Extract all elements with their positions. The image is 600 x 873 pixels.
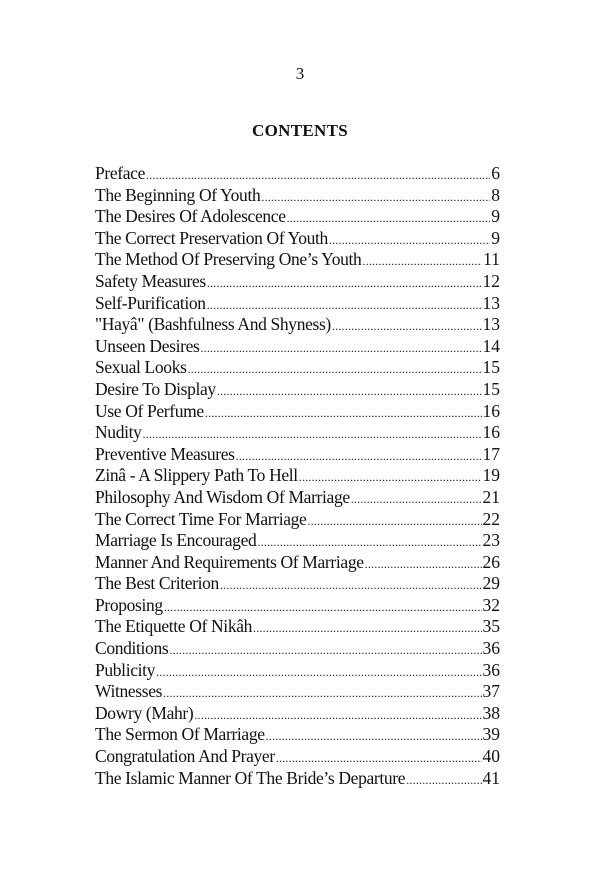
toc-dot-leader: [188, 359, 482, 379]
toc-entry: [95, 465, 500, 487]
toc-dot-leader: [287, 208, 491, 228]
toc-dot-leader: [205, 403, 482, 423]
toc-entry-title: Preventive Measures: [95, 443, 235, 464]
toc-entry-title: The Sermon Of Marriage: [95, 724, 265, 745]
toc-dot-leader: [329, 230, 490, 250]
toc-entry-title: Manner And Requirements Of Marriage: [95, 551, 364, 572]
toc-dot-leader: [207, 273, 482, 293]
toc-entry-page: 8: [491, 184, 500, 205]
toc-entry: [95, 185, 500, 207]
toc-entry-title: Desire To Display: [95, 378, 216, 399]
toc-entry: [95, 616, 500, 638]
toc-entry-title: Self-Purification: [95, 292, 206, 313]
toc-entry: [95, 487, 500, 509]
toc-entry-title: The Etiquette Of Nikâh: [95, 616, 253, 637]
toc-entry: [95, 357, 500, 379]
toc-entry-page: 9: [491, 206, 500, 227]
toc-entry: [95, 422, 500, 444]
toc-entry-title: Publicity: [95, 659, 156, 680]
toc-entry-page: 11: [483, 249, 500, 270]
toc-entry-page: 13: [482, 314, 500, 335]
toc-entry-title: Use Of Perfume: [95, 400, 204, 421]
toc-entry-title: The Desires Of Adolescence: [95, 206, 286, 227]
toc-dot-leader: [156, 662, 481, 682]
toc-entry-page: 37: [482, 681, 500, 702]
toc-dot-leader: [194, 705, 481, 725]
toc-entry: [95, 228, 500, 250]
toc-dot-leader: [207, 295, 482, 315]
toc-entry-title: Witnesses: [95, 681, 163, 702]
toc-entry-title: Conditions: [95, 638, 169, 659]
toc-entry: [95, 638, 500, 660]
toc-entry-title: The Beginning Of Youth: [95, 184, 261, 205]
toc-dot-leader: [163, 683, 481, 703]
toc-entry: [95, 768, 500, 790]
toc-entry-title: Congratulation And Prayer: [95, 746, 275, 767]
toc-entry-page: 32: [482, 594, 500, 615]
toc-entry-page: 23: [482, 530, 500, 551]
toc-dot-leader: [406, 770, 481, 790]
page-number: 3: [295, 64, 305, 83]
contents-heading: CONTENTS: [252, 121, 348, 140]
toc-dot-leader: [164, 597, 482, 617]
toc-dot-leader: [332, 316, 482, 336]
toc-dot-leader: [220, 575, 482, 595]
toc-entry: [95, 293, 500, 315]
toc-dot-leader: [146, 165, 490, 185]
toc-dot-leader: [261, 187, 490, 207]
toc-entry-title: Zinâ - A Slippery Path To Hell: [95, 465, 298, 486]
toc-entry: [95, 724, 500, 746]
toc-entry: [95, 573, 500, 595]
toc-entry-page: 36: [482, 638, 500, 659]
toc-entry-page: 9: [491, 227, 500, 248]
toc-entry-page: 21: [482, 486, 500, 507]
toc-entry: [95, 703, 500, 725]
toc-dot-leader: [143, 424, 482, 444]
toc-entry-page: 15: [482, 357, 500, 378]
toc-entry-page: 16: [482, 400, 500, 421]
toc-entry: [95, 379, 500, 401]
toc-dot-leader: [257, 532, 481, 552]
toc-dot-leader: [299, 467, 482, 487]
toc-entry-title: Proposing: [95, 594, 163, 615]
toc-dot-leader: [217, 381, 482, 401]
toc-entry-title: Safety Measures: [95, 270, 206, 291]
toc-entry-title: Nudity: [95, 422, 142, 443]
toc-entry-page: 12: [482, 270, 500, 291]
toc-entry-page: 6: [491, 163, 500, 183]
toc-entry-title: The Method Of Preserving One’s Youth: [95, 249, 362, 270]
toc-entry: [95, 336, 500, 358]
toc-entry: [95, 401, 500, 423]
toc-entry-page: 16: [482, 422, 500, 443]
toc-entry-page: 15: [482, 378, 500, 399]
toc-entry: [95, 271, 500, 293]
toc-entry-title: Unseen Desires: [95, 335, 200, 356]
toc-dot-leader: [307, 511, 481, 531]
toc-entry-page: 41: [482, 767, 500, 788]
toc-entry-page: 29: [482, 573, 500, 594]
toc-entry: [95, 509, 500, 531]
toc-entry-title: Dowry (Mahr): [95, 702, 194, 723]
toc-entry-page: 22: [482, 508, 500, 529]
toc-entry: [95, 444, 500, 466]
toc-dot-leader: [253, 618, 481, 638]
toc-entry: [95, 530, 500, 552]
toc-dot-leader: [200, 338, 481, 358]
toc-dot-leader: [351, 489, 482, 509]
toc-entry: [95, 681, 500, 703]
toc-entry-title: The Correct Preservation Of Youth: [95, 227, 328, 248]
toc-entry: [95, 595, 500, 617]
toc-entry-title: The Best Criterion: [95, 573, 219, 594]
toc-entry: [95, 552, 500, 574]
toc-entry: [95, 163, 500, 185]
toc-entry-page: 19: [482, 465, 500, 486]
toc-entry-page: 40: [482, 746, 500, 767]
toc-entry-page: 38: [482, 702, 500, 723]
toc-entry-page: 35: [482, 616, 500, 637]
toc-dot-leader: [236, 446, 482, 466]
toc-entry: [95, 206, 500, 228]
toc-dot-leader: [365, 554, 482, 574]
toc-dot-leader: [266, 726, 482, 746]
toc-entry-title: The Islamic Manner Of The Bride’s Departure: [95, 767, 406, 788]
toc-entry-title: The Correct Time For Marriage: [95, 508, 307, 529]
toc-entry-title: Philosophy And Wisdom Of Marriage: [95, 486, 350, 507]
toc-entry-page: 17: [482, 443, 500, 464]
toc-entry-page: 14: [482, 335, 500, 356]
toc-entry-title: Sexual Looks: [95, 357, 187, 378]
toc-entry-title: Marriage Is Encouraged: [95, 530, 257, 551]
toc-entry-page: 36: [482, 659, 500, 680]
table-of-contents: [95, 163, 500, 789]
toc-entry-page: 39: [482, 724, 500, 745]
toc-entry-title: Preface: [95, 163, 146, 183]
toc-dot-leader: [362, 251, 482, 271]
toc-entry-page: 13: [482, 292, 500, 313]
toc-entry-title: "Hayâ" (Bashfulness And Shyness): [95, 314, 331, 335]
toc-entry: [95, 660, 500, 682]
toc-entry: [95, 746, 500, 768]
toc-dot-leader: [169, 640, 481, 660]
toc-entry: [95, 314, 500, 336]
toc-entry-page: 26: [482, 551, 500, 572]
toc-entry: [95, 249, 500, 271]
toc-dot-leader: [276, 748, 482, 768]
